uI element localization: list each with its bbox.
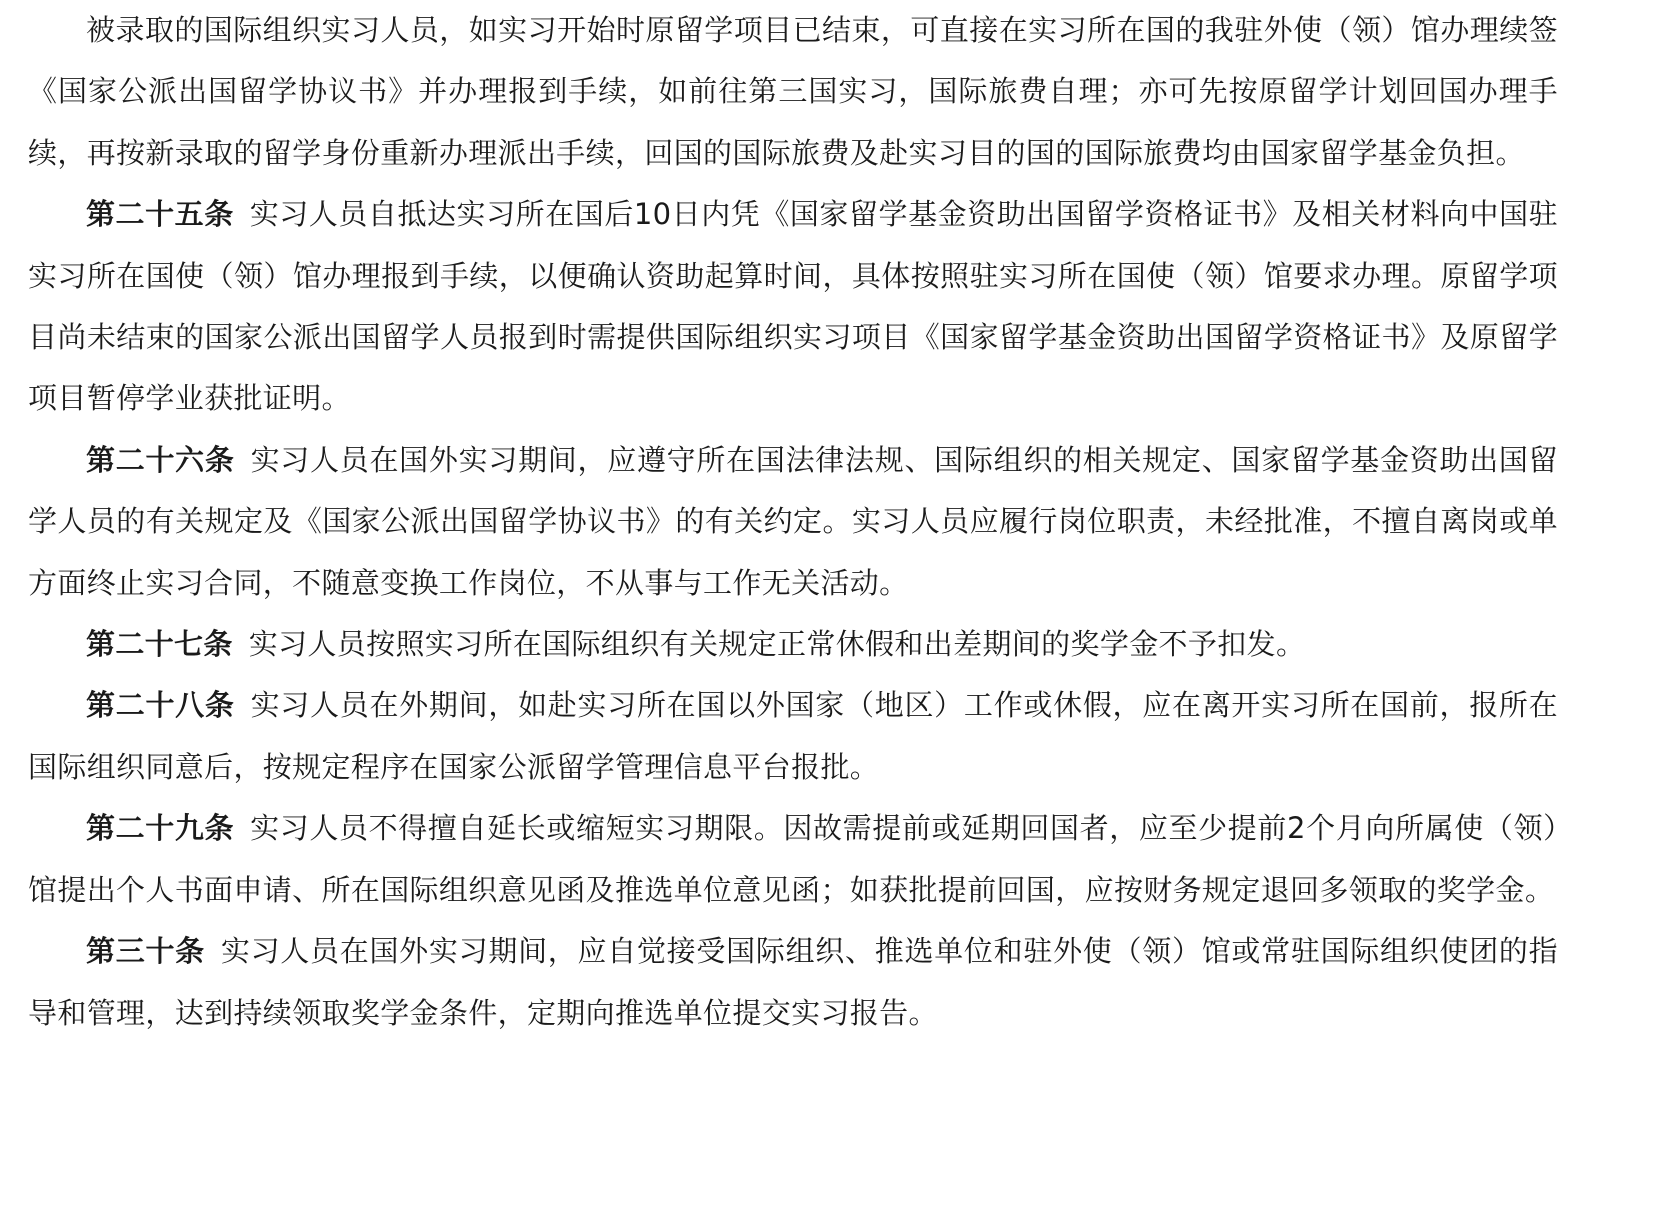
article-number: 第二十七条 <box>86 627 233 662</box>
article-26 <box>28 430 1558 614</box>
article-text: 实习人员不得擅自延长或缩短实习期限。因故需提前或延期回国者，应至少提前2个月向所属使（领）馆提出个人书面申请、所在国际组织意见函及推选单位意见函；如获批提前回国，应按财务规定退回多领取的奖学金。 <box>28 811 1558 907</box>
article-number: 第二十六条 <box>86 442 235 477</box>
article-text: 实习人员按照实习所在国际组织有关规定正常休假和出差期间的奖学金不予扣发。 <box>248 627 1306 662</box>
article-text: 实习人员在外期间，如赴实习所在国以外国家（地区）工作或休假，应在离开实习所在国前，报所在国际组织同意后，按规定程序在国家公派留学管理信息平台报批。 <box>28 688 1558 784</box>
paragraph-text: 被录取的国际组织实习人员，如实习开始时原留学项目已结束，可直接在实习所在国的我驻外使（领）馆办理续签《国家公派出国留学协议书》并办理报到手续，如前往第三国实习，国际旅费自理；亦可先按原留学计划回国办理手续，再按新录取的留学身份重新办理派出手续，回国的国际旅费及赴实习目的国的国际旅费均由国家留学基金负担。 <box>28 13 1558 170</box>
article-28 <box>28 675 1558 798</box>
article-text: 实习人员在国外实习期间，应遵守所在国法律法规、国际组织的相关规定、国家留学基金资助出国留学人员的有关规定及《国家公派出国留学协议书》的有关约定。实习人员应履行岗位职责，未经批准，不擅自离岗或单方面终止实习合同，不随意变换工作岗位，不从事与工作无关活动。 <box>28 442 1558 600</box>
document-page <box>28 0 1558 1044</box>
article-25 <box>28 184 1558 430</box>
article-number: 第三十条 <box>86 934 205 969</box>
article-number: 第二十五条 <box>86 197 234 232</box>
article-number: 第二十九条 <box>86 811 235 846</box>
paragraph-intro <box>28 0 1558 184</box>
article-29 <box>28 798 1558 921</box>
article-30 <box>28 921 1558 1044</box>
article-number: 第二十八条 <box>86 688 235 723</box>
article-text: 实习人员在国外实习期间，应自觉接受国际组织、推选单位和驻外使（领）馆或常驻国际组织使团的指导和管理，达到持续领取奖学金条件，定期向推选单位提交实习报告。 <box>28 934 1558 1030</box>
article-text: 实习人员自抵达实习所在国后10日内凭《国家留学基金资助出国留学资格证书》及相关材料向中国驻实习所在国使（领）馆办理报到手续，以便确认资助起算时间，具体按照驻实习所在国使（领）馆要求办理。原留学项目尚未结束的国家公派出国留学人员报到时需提供国际组织实习项目《国家留学基金资助出国留学资格证书》及原留学项目暂停学业获批证明。 <box>28 197 1558 416</box>
article-27 <box>28 614 1558 675</box>
